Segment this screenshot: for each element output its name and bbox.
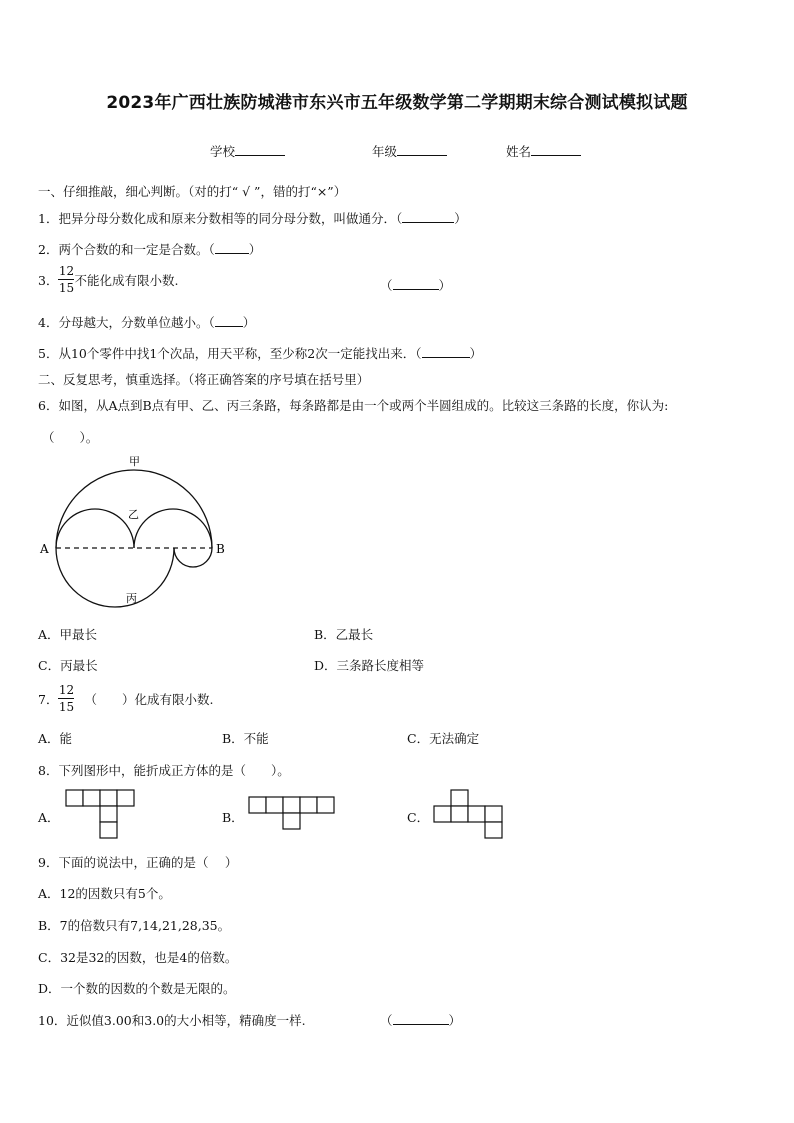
label-yi: 乙: [128, 508, 139, 521]
question-6-text: 6．如图，从A点到B点有甲、乙、丙三条路，每条路都是由一个或两个半圆组成的。比较这三条路的长度，你认为:: [38, 398, 669, 413]
question-1-text: 1．把异分母分数化成和原来分数相等的同分母分数，叫做通分．（: [38, 211, 403, 226]
question-8-text: 8．下列图形中，能折成正方体的是（ ）。: [38, 763, 290, 778]
question-9-option-a[interactable]: A．12的因数只有5个。: [38, 886, 171, 901]
question-7-option-a[interactable]: A．能: [38, 731, 73, 746]
question-3: [38, 264, 178, 295]
question-3-fraction: [58, 264, 74, 295]
question-1-close: ）: [454, 211, 467, 226]
path-bing-arc-small: [174, 548, 212, 567]
question-7-number: 7．: [38, 691, 59, 707]
question-5-close: ）: [469, 346, 483, 361]
grade-field[interactable]: [372, 142, 447, 160]
school-field[interactable]: [210, 142, 285, 160]
question-10-text: 10．近似值3.00和3.0的大小相等，精确度一样.: [38, 1013, 306, 1028]
question-6-option-c[interactable]: C．丙最长: [38, 658, 98, 673]
paren-close: ）: [438, 278, 452, 293]
paren-open: （: [380, 1013, 393, 1028]
question-6-option-a[interactable]: A．甲最长: [38, 627, 98, 642]
label-bing: 丙: [126, 592, 137, 605]
question-2-text: 2．两个合数的和一定是合数。（: [38, 242, 215, 257]
question-9-option-c[interactable]: C．32是32的因数，也是4的倍数。: [38, 950, 238, 965]
school-blank[interactable]: [235, 143, 285, 156]
name-label: 姓名: [506, 144, 532, 159]
question-5-text: 5．从10个零件中找1个次品，用天平称，至少称2次一定能找出来．（: [38, 346, 422, 361]
cube-net-b-figure: [248, 796, 336, 832]
fraction-numerator: 12: [58, 264, 75, 278]
question-9-text: 9．下面的说法中，正确的是（ ）: [38, 855, 238, 870]
question-5: [38, 344, 482, 362]
semicircle-paths-figure: [36, 452, 226, 612]
question-6-answer-paren[interactable]: （ ）。: [42, 430, 99, 445]
question-4-close: ）: [242, 315, 256, 330]
question-9-option-d[interactable]: D．一个数的因数的个数是无限的。: [38, 981, 236, 996]
label-jia: 甲: [129, 455, 140, 468]
name-blank[interactable]: [531, 143, 581, 156]
paren-close: ）: [448, 1013, 462, 1028]
question-10-answer[interactable]: [380, 1011, 461, 1029]
label-point-a: A: [40, 542, 49, 556]
question-2: [38, 240, 261, 258]
section-1-heading: 一、仔细推敲，细心判断。（对的打“ √ ”，错的打“×”）: [38, 184, 347, 199]
page-title: 2023年广西壮族防城港市东兴市五年级数学第二学期期末综合测试模拟试题: [106, 93, 688, 113]
path-yi-arc-left: [56, 509, 134, 548]
question-3-answer-blank[interactable]: [393, 278, 439, 290]
question-8-option-b[interactable]: B．: [222, 810, 244, 825]
question-3-text: 不能化成有限小数.: [74, 272, 179, 288]
fraction-denominator: 15: [58, 281, 75, 295]
paren-open: （: [380, 278, 393, 293]
fraction-numerator: 12: [58, 683, 75, 697]
name-field[interactable]: [506, 142, 581, 160]
label-point-b: B: [216, 542, 225, 556]
question-2-close: ）: [248, 242, 262, 257]
grade-blank[interactable]: [397, 143, 447, 156]
question-7: [38, 683, 213, 714]
question-3-number: 3．: [38, 272, 59, 288]
question-7-option-c[interactable]: C．无法确定: [407, 731, 480, 746]
cube-net-a-figure: [64, 788, 136, 840]
question-6-option-b[interactable]: B．乙最长: [314, 627, 374, 642]
question-5-answer-blank[interactable]: [422, 346, 470, 358]
question-4-text: 4．分母越大，分数单位越小。（: [38, 315, 215, 330]
question-1: [38, 209, 467, 227]
section-2-heading: 二、反复思考，慎重选择。（将正确答案的序号填在括号里）: [38, 372, 370, 387]
question-4-answer-blank[interactable]: [215, 315, 243, 327]
school-label: 学校: [210, 144, 236, 159]
cube-net-c-figure: [432, 788, 504, 840]
path-bing-arc-large: [56, 548, 174, 607]
question-9-option-b[interactable]: B．7的倍数只有7,14,21,28,35。: [38, 918, 231, 933]
question-3-answer[interactable]: [380, 276, 451, 294]
question-1-answer-blank[interactable]: [402, 211, 454, 223]
question-2-answer-blank[interactable]: [215, 242, 249, 254]
question-10-answer-blank[interactable]: [393, 1013, 449, 1025]
grade-label: 年级: [372, 144, 398, 159]
question-4: [38, 313, 255, 331]
question-8-option-c[interactable]: C．: [407, 810, 430, 825]
path-yi-arc-right: [134, 509, 212, 548]
question-8-option-a[interactable]: A．: [38, 810, 60, 825]
question-7-option-b[interactable]: B．不能: [222, 731, 269, 746]
fraction-denominator: 15: [58, 700, 75, 714]
question-7-fraction: [58, 683, 74, 714]
question-6-option-d[interactable]: D．三条路长度相等: [314, 658, 425, 673]
question-7-text: （ ）化成有限小数.: [84, 691, 214, 707]
